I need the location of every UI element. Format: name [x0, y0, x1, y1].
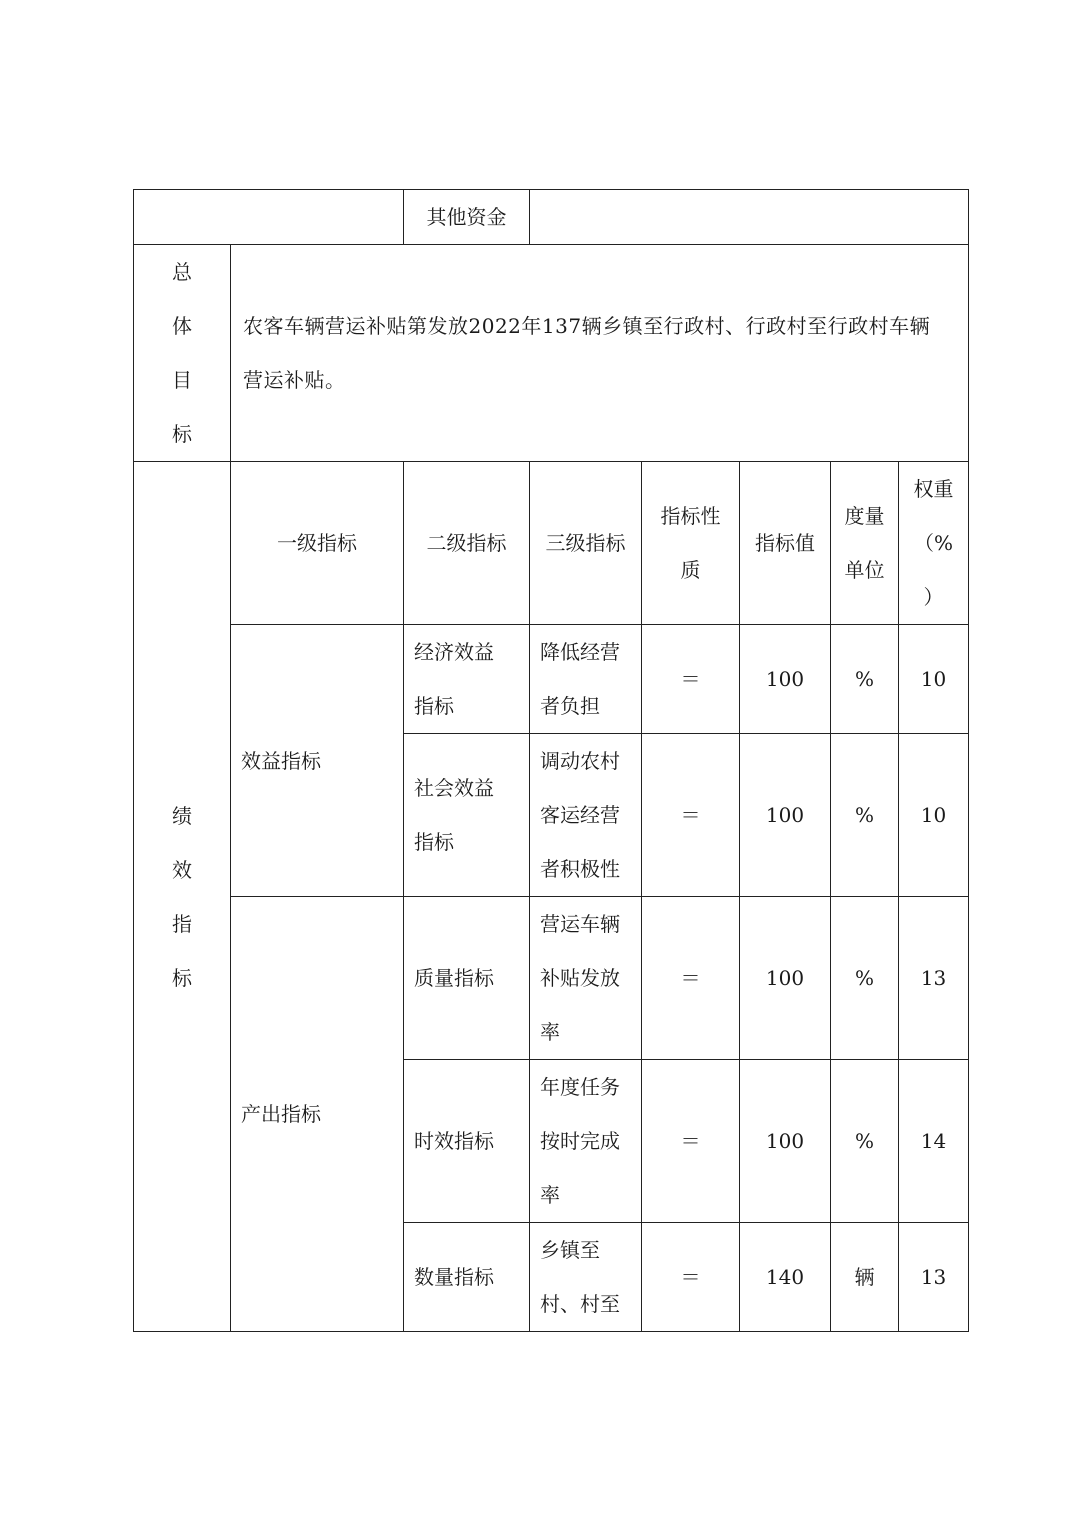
cell-line: 年度任务 — [540, 1075, 620, 1099]
cell-line: 按时完成 — [540, 1129, 620, 1153]
level2-cell — [404, 625, 530, 734]
overall-goal-text — [231, 245, 969, 462]
cell-line: 率 — [540, 1020, 560, 1044]
indicator-header-row — [134, 462, 969, 625]
cell-line: 客运经营 — [540, 803, 620, 827]
perf-label-char: 标 — [172, 965, 192, 990]
header-level2: 二级指标 — [404, 462, 530, 625]
table-row — [134, 625, 969, 734]
weight-cell: 13 — [899, 1223, 969, 1332]
overall-goal-label — [134, 245, 231, 462]
level2-cell: 质量指标 — [404, 897, 530, 1060]
level2-cell: 时效指标 — [404, 1060, 530, 1223]
unit-cell: 辆 — [831, 1223, 899, 1332]
level3-cell — [530, 625, 642, 734]
cell-line: 社会效益 — [414, 776, 494, 800]
cell-line: 村、村至 — [540, 1292, 620, 1316]
nature-cell: ＝ — [642, 734, 740, 897]
header-text-line: 权重 — [913, 477, 954, 501]
perf-label-char: 指 — [172, 911, 192, 936]
level1-benefit: 效益指标 — [231, 625, 404, 897]
weight-cell: 14 — [899, 1060, 969, 1223]
level2-cell — [404, 734, 530, 897]
level3-cell — [530, 897, 642, 1060]
goal-label-char: 标 — [172, 422, 192, 446]
cell-line: 降低经营 — [540, 640, 620, 664]
header-text-line: 度量 — [844, 504, 885, 528]
cell-line: 指标 — [414, 694, 454, 718]
perf-label-char: 绩 — [172, 803, 192, 828]
unit-cell: % — [831, 734, 899, 897]
perf-label-char: 效 — [172, 857, 192, 882]
performance-indicator-label — [134, 462, 231, 1332]
value-cell: 100 — [740, 897, 831, 1060]
weight-cell: 10 — [899, 625, 969, 734]
cell-line: 调动农村 — [540, 749, 620, 773]
cell-line: 者负担 — [540, 694, 600, 718]
cell-line: 者积极性 — [540, 857, 620, 881]
level1-output: 产出指标 — [231, 897, 404, 1332]
value-cell: 100 — [740, 734, 831, 897]
value-cell: 100 — [740, 625, 831, 734]
goal-label-char: 体 — [172, 314, 192, 338]
goal-label-char: 目 — [172, 368, 192, 392]
goal-text-line: 农客车辆营运补贴第发放2022年137辆乡镇至行政村、行政村至行政村车辆 — [243, 314, 931, 338]
weight-cell: 10 — [899, 734, 969, 897]
performance-goal-table — [133, 189, 969, 1332]
other-funds-value — [530, 190, 969, 245]
unit-cell: % — [831, 625, 899, 734]
header-text-line: 质 — [680, 558, 701, 582]
level3-cell — [530, 734, 642, 897]
value-cell: 100 — [740, 1060, 831, 1223]
goal-label-char: 总 — [172, 260, 192, 284]
nature-cell: ＝ — [642, 625, 740, 734]
funding-row — [134, 190, 969, 245]
table-row — [134, 897, 969, 1060]
header-nature — [642, 462, 740, 625]
cell-line: 营运车辆 — [540, 912, 620, 936]
header-weight — [899, 462, 969, 625]
header-level1: 一级指标 — [231, 462, 404, 625]
unit-cell: % — [831, 897, 899, 1060]
cell-line: 指标 — [414, 830, 454, 854]
nature-cell: ＝ — [642, 1223, 740, 1332]
cell-line: 率 — [540, 1183, 560, 1207]
overall-goal-row — [134, 245, 969, 462]
header-value: 指标值 — [740, 462, 831, 625]
header-text-line: 指标性 — [660, 504, 721, 528]
value-cell: 140 — [740, 1223, 831, 1332]
level3-cell — [530, 1223, 642, 1332]
weight-cell: 13 — [899, 897, 969, 1060]
goal-text-line: 营运补贴。 — [243, 368, 346, 392]
nature-cell: ＝ — [642, 897, 740, 1060]
header-text-line: 单位 — [844, 558, 885, 582]
funding-blank-cell — [134, 190, 404, 245]
header-text-line: （% — [914, 531, 954, 555]
nature-cell: ＝ — [642, 1060, 740, 1223]
cell-line: 补贴发放 — [540, 966, 620, 990]
header-text-line: ） — [923, 585, 944, 609]
unit-cell: % — [831, 1060, 899, 1223]
cell-line: 乡镇至 — [540, 1238, 600, 1262]
level2-cell: 数量指标 — [404, 1223, 530, 1332]
header-level3: 三级指标 — [530, 462, 642, 625]
level3-cell — [530, 1060, 642, 1223]
other-funds-label: 其他资金 — [404, 190, 530, 245]
header-unit — [831, 462, 899, 625]
cell-line: 经济效益 — [414, 640, 494, 664]
